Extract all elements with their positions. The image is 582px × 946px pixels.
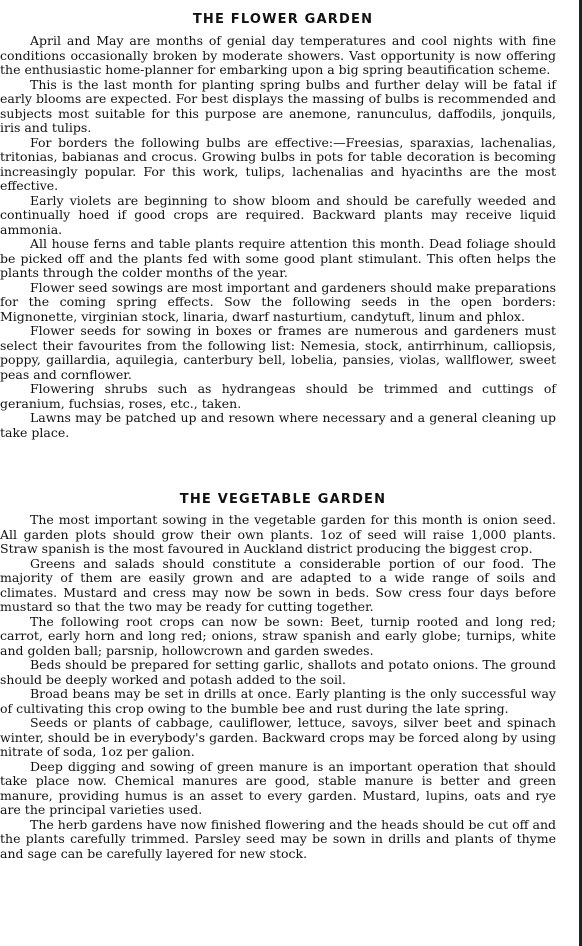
vegetable-paragraph: The following root crops can now be sown: Beet, turnip rooted and long red; carrot, early horn and long red; onions, straw spanish and early globe; turnips, white and golden ball; parsnip, hollowcrown and garden swedes. (0, 613, 556, 658)
flower-garden-section (0, 34, 556, 440)
flower-paragraph: April and May are months of genial day temperatures and cool nights with fine conditions occasionally broken by moderate showers. Vast opportunity is now offering the enthusiastic home-planner for embarking upon a big spring beautification scheme. (0, 33, 556, 77)
flower-paragraph: Flower seed sowings are most important and gardeners should make preparations for the coming spring effects. Sow the following seeds in the open borders: Mignonette, virginian stock, linaria, dwarf nasturtium, candytuft, linum and phlox. (0, 279, 556, 324)
vegetable-paragraph: Deep digging and sowing of green manure is an important operation that should take place now. Chemical manures are good, stable manure is better and green manure, providing humus is an asset to every garden. Mustard, lupins, oats and rye are the principal varieties used. (0, 758, 556, 817)
flower-paragraph: This is the last month for planting spring bulbs and further delay will be fatal if early blooms are expected. For best displays the massing of bulbs is recommended and subjects most suitable for this purpose are anemone, ranunculus, daffodils, jonquils, iris and tulips. (0, 76, 556, 135)
flower-paragraph: Early violets are beginning to show bloom and should be carefully weeded and continually hoed if good crops are required. Backward plants may receive liquid ammonia. (0, 192, 556, 237)
flower-garden-heading: THE FLOWER GARDEN (192, 12, 374, 27)
vegetable-paragraph: Beds should be prepared for setting garlic, shallots and potato onions. The ground should be deeply worked and potash added to the soil. (0, 657, 556, 687)
flower-paragraph: Flower seeds for sowing in boxes or frames are numerous and gardeners must select their favourites from the following list: Nemesia, stock, antirrhinum, calliopsis, poppy, gaillardia, aquilegia, canterbury bell, lobelia, pansies, violas, wallflower, sweet peas and cornflower. (0, 323, 556, 382)
flower-paragraph: All house ferns and table plants require attention this month. Dead foliage should be picked off and the plants fed with some good plant stimulant. This often helps the plants through the colder months of the year. (0, 236, 556, 280)
vegetable-paragraph: The herb gardens have now finished flowering and the heads should be cut off and the plants carefully trimmed. Parsley seed may be sown in drills and plants of thyme and sage can be carefully layered for new stock. (0, 816, 556, 861)
vegetable-paragraph: Greens and salads should constitute a considerable portion of our food. The majority of them are easily grown and are adapted to a wide range of soils and climates. Mustard and cress may now be sown in beds. Sow cress four days before mustard so that the two may be ready for cutting together. (0, 555, 556, 614)
vegetable-paragraph: Broad beans may be set in drills at once. Early planting is the only successful way of cultivating this crop owing to the bumble bee and rust during the late spring. (0, 686, 556, 716)
flower-paragraph: Lawns may be patched up and resown where necessary and a general cleaning up take place. (0, 410, 556, 440)
vegetable-paragraph: Seeds or plants of cabbage, cauliflower, lettuce, savoys, silver beet and spinach winter, should be in everybody's garden. Backward crops may be forced along by using nitrate of soda, 1oz per galion. (0, 715, 556, 759)
flower-paragraph: For borders the following bulbs are effective:—Freesias, sparaxias, lachenalias, tritonias, babianas and crocus. Growing bulbs in pots for table decoration is becoming increasingly popular. For this work, tulips, lachenalias and hyacinths are the most effective. (0, 134, 556, 193)
vegetable-garden-heading: THE VEGETABLE GARDEN (179, 492, 387, 507)
vegetable-garden-section (0, 513, 556, 861)
flower-paragraph: Flowering shrubs such as hydrangeas should be trimmed and cuttings of geranium, fuchsias, roses, etc., taken. (0, 381, 556, 411)
vegetable-paragraph: The most important sowing in the vegetable garden for this month is onion seed. All garden plots should grow their own plants. 1oz of seed will raise 1,000 plants. Straw spanish is the most favoured in Auckland district producing the biggest crop. (0, 512, 556, 556)
